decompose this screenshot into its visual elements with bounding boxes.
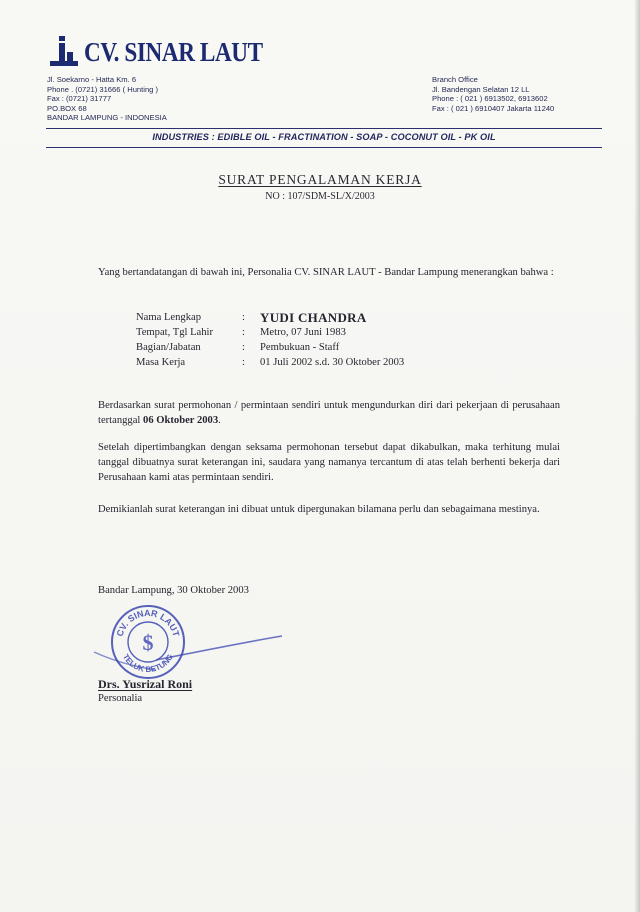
signer-name: Drs. Yusrizal Roni: [98, 677, 193, 691]
consideration-paragraph: Setelah dipertimbangkan dengan seksama permohonan tersebut dapat dikabulkan, maka terhitung mulai tanggal dibuatnya surat keterangan ini, saudara yang namanya tercantum di atas telah berhenti bekerja dari Perusahaan kami atas permintaan sendiri.: [98, 442, 560, 483]
detail-value: Pembukuan - Staff: [260, 342, 340, 353]
document-title: SURAT PENGALAMAN KERJA: [218, 172, 422, 187]
detail-value: 01 Juli 2002 s.d. 30 Oktober 2003: [260, 357, 405, 368]
address-line: Fax : ( 021 ) 6910407 Jakarta 11240: [432, 103, 555, 113]
stamp-top-text: CV. SINAR LAUT: [114, 607, 182, 638]
company-name: CV. SINAR LAUT: [84, 37, 263, 67]
detail-separator: :: [242, 327, 245, 338]
address-line: Phone . (0721) 31666 ( Hunting ): [47, 84, 159, 94]
detail-label: Nama Lengkap: [136, 312, 202, 323]
detail-value: Metro, 07 Juni 1983: [260, 327, 346, 338]
detail-label: Masa Kerja: [136, 357, 186, 368]
signer-position: Personalia: [98, 693, 143, 704]
company-logo-icon: [50, 36, 78, 66]
address-line: Branch Office: [432, 75, 478, 84]
intro-paragraph: Yang bertandatangan di bawah ini, Personalia CV. SINAR LAUT - Bandar Lampung menerangkan bahwa :: [98, 267, 554, 278]
industries-line: INDUSTRIES : EDIBLE OIL - FRACTINATION - SOAP - COCONUT OIL - PK OIL: [152, 132, 496, 142]
detail-row: [136, 325, 404, 340]
stamp-bottom-text: TELUK BETUNG: [120, 652, 176, 675]
request-date: 06 Oktober 2003: [143, 415, 219, 426]
place-date: Bandar Lampung, 30 Oktober 2003: [98, 585, 249, 596]
company-logo: [50, 36, 292, 66]
closing-paragraph: Demikianlah surat keterangan ini dibuat untuk dipergunakan bilamana perlu dan sebagaimana mestinya.: [98, 504, 540, 515]
period-mark: .: [218, 415, 221, 426]
detail-label: Bagian/Jabatan: [136, 342, 201, 353]
address-line: PO.BOX 68: [47, 103, 87, 113]
document-number: NO : 107/SDM-SL/X/2003: [265, 191, 375, 202]
svg-text:$: $: [142, 630, 154, 655]
detail-separator: :: [242, 312, 245, 323]
detail-row: [136, 340, 404, 355]
employee-name: YUDI CHANDRA: [260, 310, 367, 325]
address-line: Jl. Bandengan Selatan 12 LL: [432, 84, 530, 94]
address-line: Fax : (0721) 31777: [47, 94, 112, 104]
scan-edge-shadow: [634, 0, 640, 912]
address-line: Phone : ( 021 ) 6913502, 6913602: [432, 94, 548, 104]
employee-details: [136, 310, 404, 370]
detail-row: [136, 310, 404, 325]
detail-separator: :: [242, 357, 245, 368]
address-line: Jl. Soekarno - Hatta Km. 6: [47, 75, 137, 84]
address-line: BANDAR LAMPUNG - INDONESIA: [47, 113, 167, 123]
head-office-address: [47, 75, 167, 123]
header-rule-top: [46, 128, 602, 129]
detail-separator: :: [242, 342, 245, 353]
branch-office-address: [432, 75, 554, 113]
company-stamp: [86, 592, 286, 687]
detail-row: [136, 355, 404, 370]
request-text: Berdasarkan surat permohonan / permintaan sendiri untuk mengundurkan diri dari pekerjaan di perusahaan tertanggal: [98, 400, 560, 426]
detail-label: Tempat, Tgl Lahir: [136, 327, 214, 338]
header-rule-bottom: [46, 147, 602, 148]
request-paragraph: [98, 398, 560, 428]
